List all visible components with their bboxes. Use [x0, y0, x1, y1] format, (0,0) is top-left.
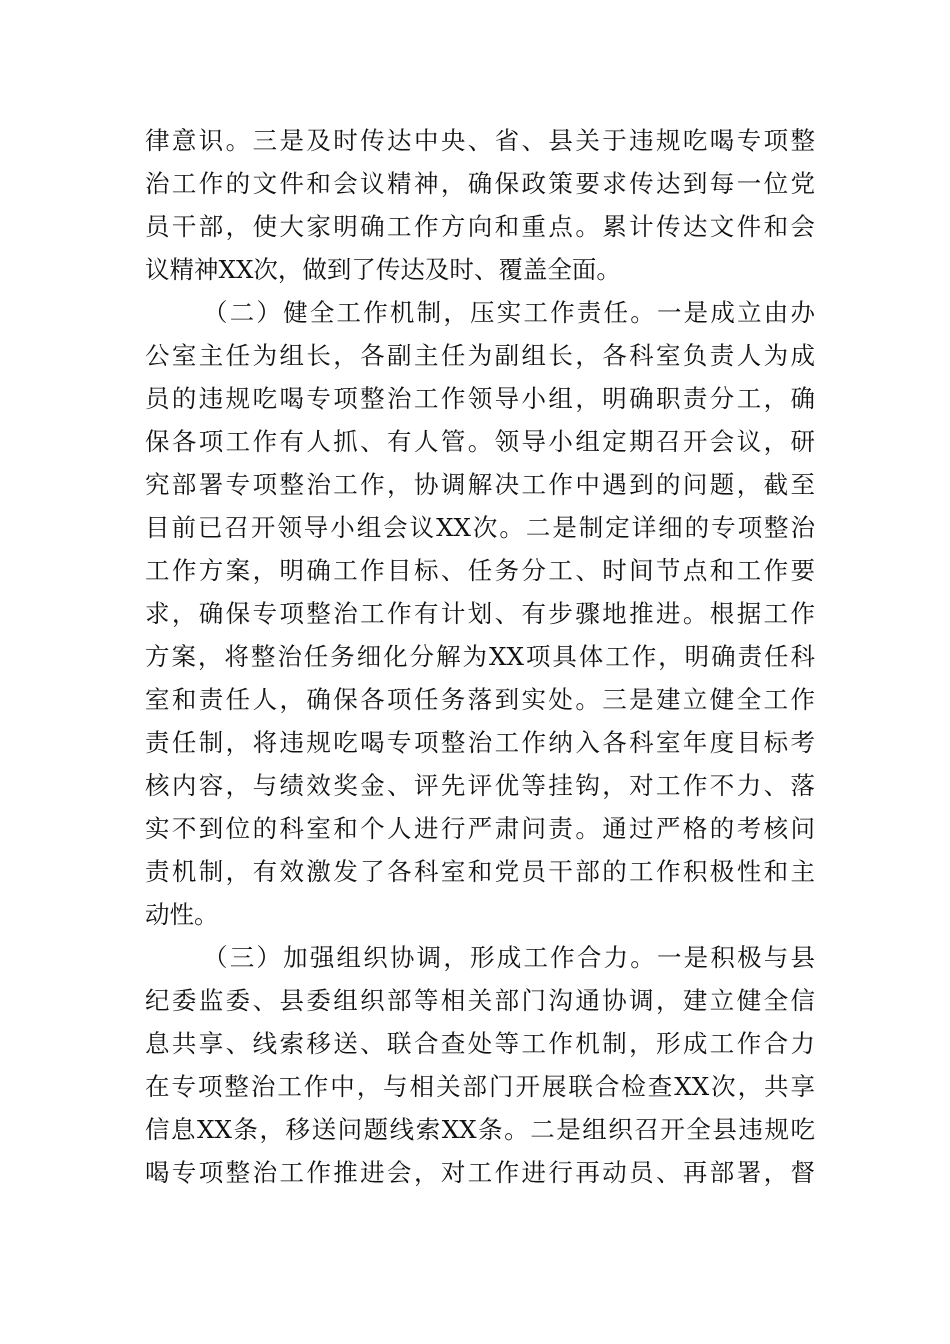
text-line: 目前已召开领导小组会议XX次。二是制定详细的专项整治	[145, 513, 815, 542]
text-line: 治工作的文件和会议精神，确保政策要求传达到每一位党	[145, 169, 815, 198]
text-line: 责机制，有效激发了各科室和党员干部的工作积极性和主	[145, 857, 815, 886]
text-line: 实不到位的科室和个人进行严肃问责。通过严格的考核问	[145, 814, 815, 843]
document-body	[145, 119, 815, 1194]
text-line: 律意识。三是及时传达中央、省、县关于违规吃喝专项整	[145, 126, 815, 155]
text-line: 工作方案，明确工作目标、任务分工、时间节点和工作要	[145, 556, 815, 585]
text-line: 公室主任为组长，各副主任为副组长，各科室负责人为成	[145, 341, 815, 370]
text-line: 员干部，使大家明确工作方向和重点。累计传达文件和会	[145, 212, 815, 241]
text-line: 员的违规吃喝专项整治工作领导小组，明确职责分工，确	[145, 384, 815, 413]
text-line: 纪委监委、县委组织部等相关部门沟通协调，建立健全信	[145, 986, 815, 1015]
text-line: 保各项工作有人抓、有人管。领导小组定期召开会议，研	[145, 427, 815, 456]
text-line: 责任制，将违规吃喝专项整治工作纳入各科室年度目标考	[145, 728, 815, 757]
text-line: 究部署专项整治工作，协调解决工作中遇到的问题，截至	[145, 470, 815, 499]
section-heading-line: （三）加强组织协调，形成工作合力。一是积极与县	[203, 943, 815, 972]
section-heading-line: （二）健全工作机制，压实工作责任。一是成立由办	[203, 298, 815, 327]
text-line: 动性。	[145, 900, 219, 929]
text-line: 信息XX条，移送问题线索XX条。二是组织召开全县违规吃	[145, 1115, 815, 1144]
text-line: 求，确保专项整治工作有计划、有步骤地推进。根据工作	[145, 599, 815, 628]
text-line: 方案，将整治任务细化分解为XX项具体工作，明确责任科	[145, 642, 815, 671]
text-line: 议精神XX次，做到了传达及时、覆盖全面。	[145, 255, 621, 284]
text-line: 在专项整治工作中，与相关部门开展联合检查XX次，共享	[145, 1072, 815, 1101]
text-line: 室和责任人，确保各项任务落到实处。三是建立健全工作	[145, 685, 815, 714]
text-line: 核内容，与绩效奖金、评先评优等挂钩，对工作不力、落	[145, 771, 815, 800]
text-line: 喝专项整治工作推进会，对工作进行再动员、再部署，督	[145, 1158, 815, 1187]
text-line: 息共享、线索移送、联合查处等工作机制，形成工作合力	[145, 1029, 815, 1058]
